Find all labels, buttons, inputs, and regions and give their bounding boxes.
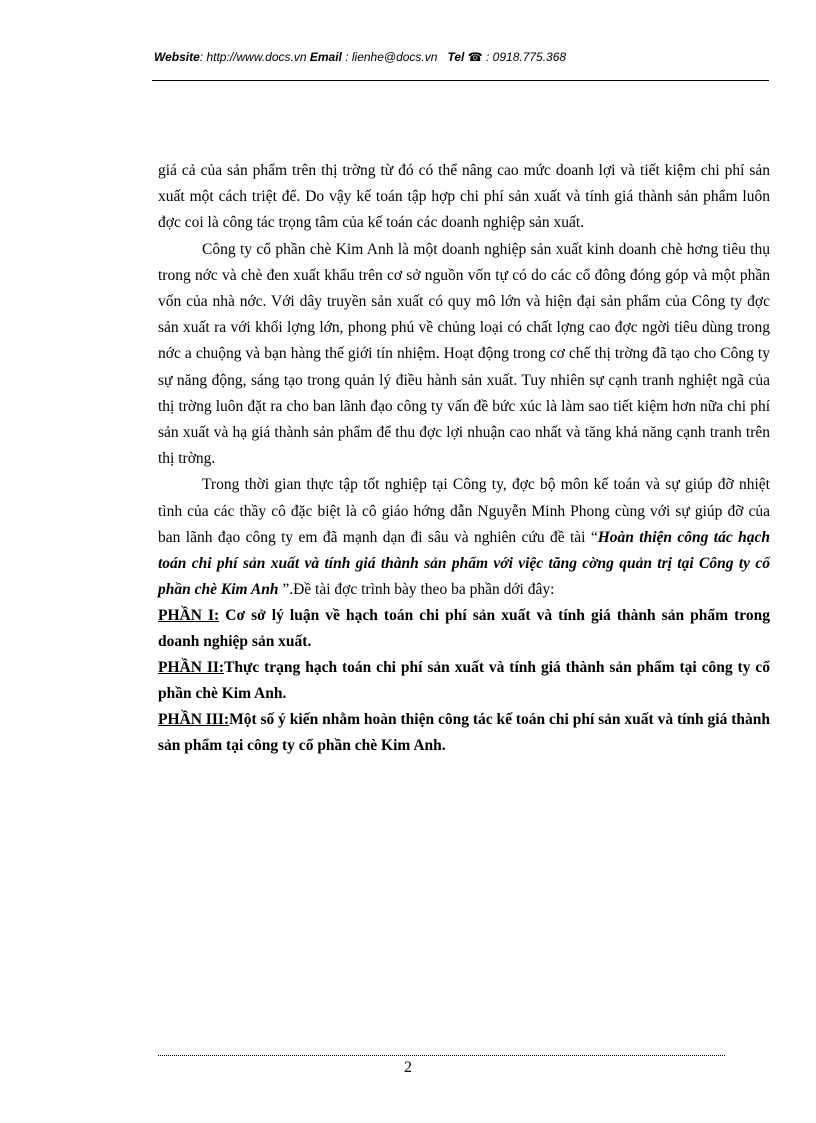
email-address[interactable]: : lienhe@docs.vn (341, 50, 438, 64)
paragraph-3-outro: ”.Đề tài đợc trình bày theo ba phần dới đây: (278, 581, 555, 599)
paragraph-3-intro: Trong thời gian thực tập tốt nghiệp tại Công ty, đợc bộ môn kế toán và sự giúp đỡ nhiệt tình của các thầy cô đặc biệt là cô giáo hớng dẫn Nguyễn Minh Phong cùng với sự giúp đỡ của ban lãnh đạo công ty em đã mạnh dạn đi sâu và nghiên cứu đề tài “ (158, 476, 770, 546)
thesis-title: Hoàn thiện công tác hạch toán chi phí sản xuất và tính giá thành sản phẩm với việc tăng cờng quản trị tại Công ty cổ phần chè Kim Anh (158, 528, 770, 599)
website-label: Website (154, 50, 200, 64)
part-1-text: Cơ sở lý luận về hạch toán chi phí sản xuất và tính giá thành sản phẩm trong doanh nghiệp sản xuất. (158, 607, 770, 651)
tel-number: ☎ : 0918.775.368 (467, 50, 567, 64)
page-number: 2 (404, 1059, 412, 1076)
part-2-text: Thực trạng hạch toán chi phí sản xuất và tính giá thành sản phẩm tại công ty cổ phần chè Kim Anh. (158, 659, 771, 703)
part-1-label: PHẦN I: (158, 607, 220, 625)
header-divider (152, 80, 769, 81)
part-1 (158, 603, 770, 655)
email-label: Email (309, 50, 342, 64)
paragraph-3 (158, 472, 770, 603)
paragraph-1: giá cả của sản phẩm trên thị trờng từ đó có thể nâng cao mức doanh lợi và tiết kiệm chi phí sản xuất một cách triệt để. Do vậy kế toán tập hợp chi phí sản xuất và tính giá thành sản phẩm luôn đợc coi là công tác trọng tâm của kế toán các doanh nghiệp sản xuất. (158, 162, 770, 232)
part-3-text: Một số ý kiến nhằm hoàn thiện công tác kế toán chi phí sản xuất và tính giá thành sản phẩm tại công ty cổ phần chè Kim Anh. (158, 711, 771, 755)
website-url[interactable]: : http://www.docs.vn (199, 50, 307, 64)
document-body (158, 158, 770, 759)
part-2-label: PHẦN II: (158, 659, 225, 677)
page-header (154, 50, 566, 64)
part-2 (158, 655, 770, 707)
part-3 (158, 707, 770, 759)
tel-label: Tel (447, 50, 465, 64)
footer-divider (158, 1055, 725, 1056)
paragraph-2: Công ty cổ phần chè Kim Anh là một doanh nghiệp sản xuất kinh doanh chè hơng tiêu thụ trong nớc và chè đen xuất khẩu trên cơ sở nguồn vốn tự có do các cổ đông đóng góp và một phần vốn của nhà nớc. Với dây truyền sản xuất có quy mô lớn và hiện đại sản phẩm của Công ty đợc sản xuất ra với khối lợng lớn, phong phú về chủng loại có chất lợng cao đợc ngời tiêu dùng trong nớc a chuộng và bạn hàng thế giới tín nhiệm. Hoạt động trong cơ chế thị trờng đã tạo cho Công ty sự năng động, sáng tạo trong quản lý điều hành sản xuất. Tuy nhiên sự cạnh tranh nghiệt ngã của thị trờng luôn đặt ra cho ban lãnh đạo công ty vấn đề bức xúc là làm sao tiết kiệm hơn nữa chi phí sản xuất và hạ giá thành sản phẩm để thu đợc lợi nhuận cao nhất và tăng khả năng cạnh tranh trên thị trờng. (158, 240, 770, 468)
part-3-label: PHẦN III: (158, 711, 230, 729)
